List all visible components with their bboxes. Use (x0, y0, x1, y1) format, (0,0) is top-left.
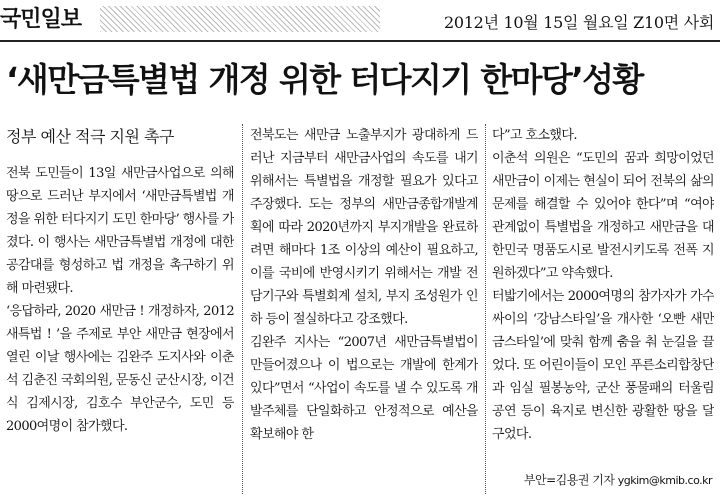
newspaper-logo: 국민일보 (0, 7, 82, 32)
decorative-hatch (100, 6, 380, 32)
article-column-1 (6, 124, 234, 438)
paragraph: 터밟기에서는 2000여명의 참가자가 가수 싸이의 ‘강남스타일’을 개사한 ‘오빤 새만금스타일’에 맞춰 함께 춤을 춰 눈길을 끌었다. 또 어린이들이 모인 푸른소리합창단과 임실 필봉농악, 군산 풍물패의 터울림 공연 등이 육지로 변신한 광활한 땅을 달구었다. (492, 289, 714, 442)
subheadline: 정부 예산 적극 지원 촉구 (6, 127, 174, 146)
byline (524, 471, 712, 488)
reporter-name: 부안=김용권 기자 (523, 473, 615, 487)
paragraph: 다”고 호소했다. (492, 128, 577, 143)
article-column-3 (492, 124, 714, 446)
dateline: 2012년 10월 15일 월요일 Z10면 사회 (444, 13, 714, 32)
paragraph: 전북 도민들이 13일 새만금사업으로 의해 땅으로 드러난 부지에서 ‘새만금특별법 개정을 위한 터다지기 도민 한마당’ 행사를 가졌다. 이 행사는 새만금특별법 개정에 대한 공감대를 형성하고 법 개정을 촉구하기 위해 마련됐다. (6, 166, 234, 296)
paragraph: 이춘석 의원은 “도민의 꿈과 희망이었던 새만금이 이제는 현실이 되어 전북의 삶의 문제를 해결할 수 있어야 한다”며 “여야 관계없이 특별법을 개정하고 새만금을 대한민국 명품도시로 발전시키도록 전폭 지원하겠다”고 약속했다. (492, 151, 714, 281)
article-column-2 (250, 124, 478, 446)
column-divider (485, 124, 486, 494)
top-rule (0, 40, 720, 42)
paragraph: 전북도는 새만금 노출부지가 광대하게 드러난 지금부터 새만금사업의 속도를 내기 위해서는 특별법을 개정할 필요가 있다고 주장했다. 도는 정부의 새만금종합개발계획에 따라 2020년까지 부지개발을 완료하려면 해마다 1조 이상의 예산이 필요하고, 이를 국비에 반영시키기 위해서는 개발 전담기구와 특별회계 설치, 부지 조성원가 인하 등이 절실하다고 강조했다. (250, 128, 478, 327)
reporter-email: ygkim@kmib.co.kr (617, 474, 712, 487)
paragraph: ‘응답하라, 2020 새만금 ! 개정하자, 2012 새특법 ! ’을 주제로 부안 새만금 현장에서 열린 이날 행사에는 김완주 도지사와 이춘석 김춘진 국회의원, 문동신 군산시장, 이건식 김제시장, 김호수 부안군수, 도민 등 2000여명이 참가했다. (6, 304, 234, 434)
paragraph: 김완주 지사는 “2007년 새만금특별법이 만들어졌으나 이 법으로는 개발에 한계가 있다”면서 “사업이 속도를 낼 수 있도록 개발주체를 단일화하고 안정적으로 예산을 확보해야 한 (250, 335, 478, 442)
masthead (0, 0, 720, 40)
column-divider (242, 124, 243, 494)
headline: ‘새만금특별법 개정 위한 터다지기 한마당’성황 (6, 60, 643, 99)
